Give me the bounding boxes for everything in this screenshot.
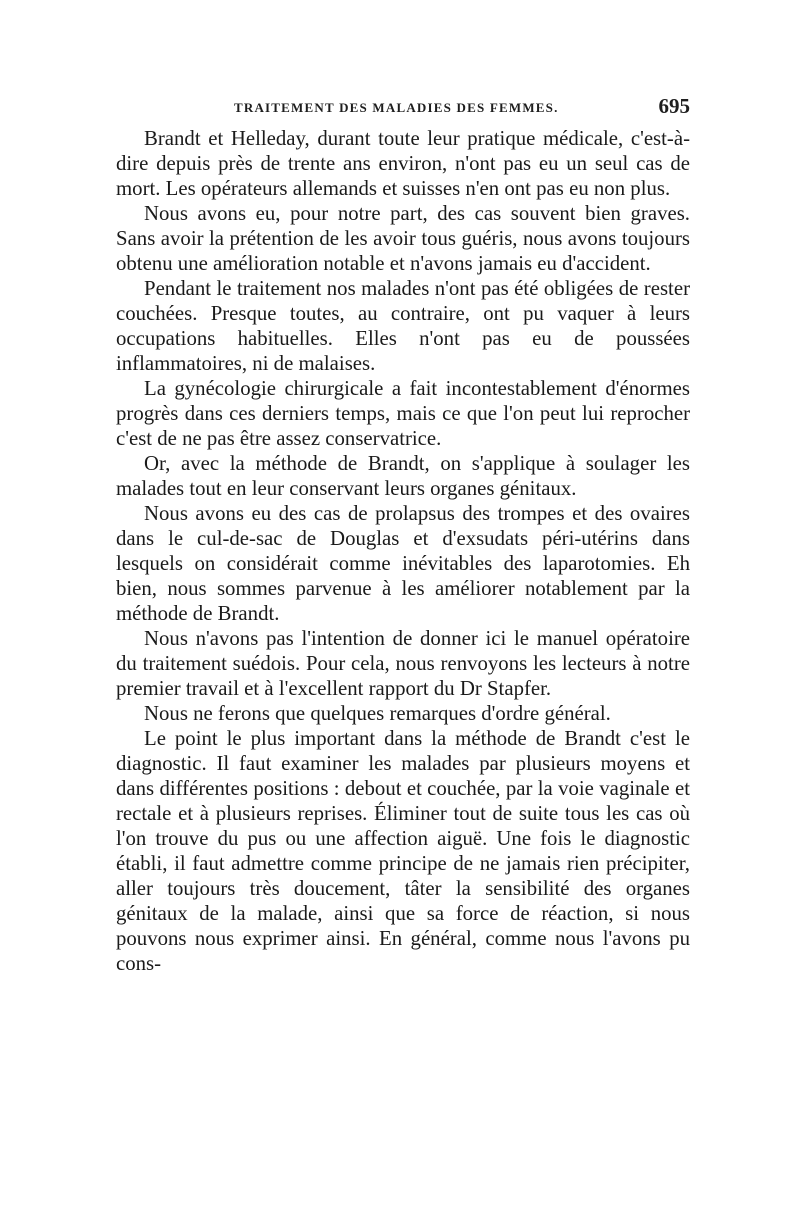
paragraph: Nous avons eu des cas de prolapsus des trompes et des ovaires dans le cul-de-sac de Douglas et d'exsudats péri-utérins dans lesquels on considérait comme inévitables des laparotomies. Eh bien, nous sommes parvenue à les améliorer notablement par la méthode de Brandt.: [116, 502, 690, 625]
paragraph: Nous ne ferons que quelques remarques d'ordre général.: [144, 702, 611, 725]
paragraph: Or, avec la méthode de Brandt, on s'applique à soulager les malades tout en leur conservant leurs organes génitaux.: [116, 452, 690, 500]
paragraph: Nous avons eu, pour notre part, des cas souvent bien graves. Sans avoir la prétention de les avoir tous guéris, nous avons toujours obtenu une amélioration notable et n'avons jamais eu d'accident.: [116, 202, 690, 275]
paragraph: Pendant le traitement nos malades n'ont pas été obligées de rester couchées. Presque toutes, au contraire, ont pu vaquer à leurs occupations habituelles. Elles n'ont pas eu de poussées inflammatoires, ni de malaises.: [116, 277, 690, 375]
paragraph: La gynécologie chirurgicale a fait incontestablement d'énormes progrès dans ces derniers temps, mais ce que l'on peut lui reprocher c'est de ne pas être assez conservatrice.: [116, 377, 690, 450]
page-number: 695: [658, 94, 690, 118]
paragraph: Le point le plus important dans la méthode de Brandt c'est le diagnostic. Il faut examiner les malades par plusieurs moyens et dans différentes positions : debout et couchée, par la voie vaginale et rectale et à plusieurs reprises. Éliminer tout de suite tous les cas où l'on trouve du pus ou une affection aiguë. Une fois le diagnostic établi, il faut admettre comme principe de ne jamais rien précipiter, aller toujours très doucement, tâter la sensibilité des organes génitaux de la malade, ainsi que sa force de réaction, si nous pouvons nous exprimer ainsi. En général, comme nous l'avons pu cons-: [116, 727, 690, 975]
body-text: [116, 126, 690, 976]
running-title: TRAITEMENT DES MALADIES DES FEMMES.: [234, 100, 559, 115]
paragraph: Nous n'avons pas l'intention de donner ici le manuel opératoire du traitement suédois. Pour cela, nous renvoyons les lecteurs à notre premier travail et à l'excellent rapport du Dr Stapfer.: [116, 627, 690, 700]
page-header: [116, 94, 690, 124]
paragraph: Brandt et Helleday, durant toute leur pratique médicale, c'est-à-dire depuis près de trente ans environ, n'ont pas eu un seul cas de mort. Les opérateurs allemands et suisses n'en ont pas eu non plus.: [116, 127, 690, 200]
